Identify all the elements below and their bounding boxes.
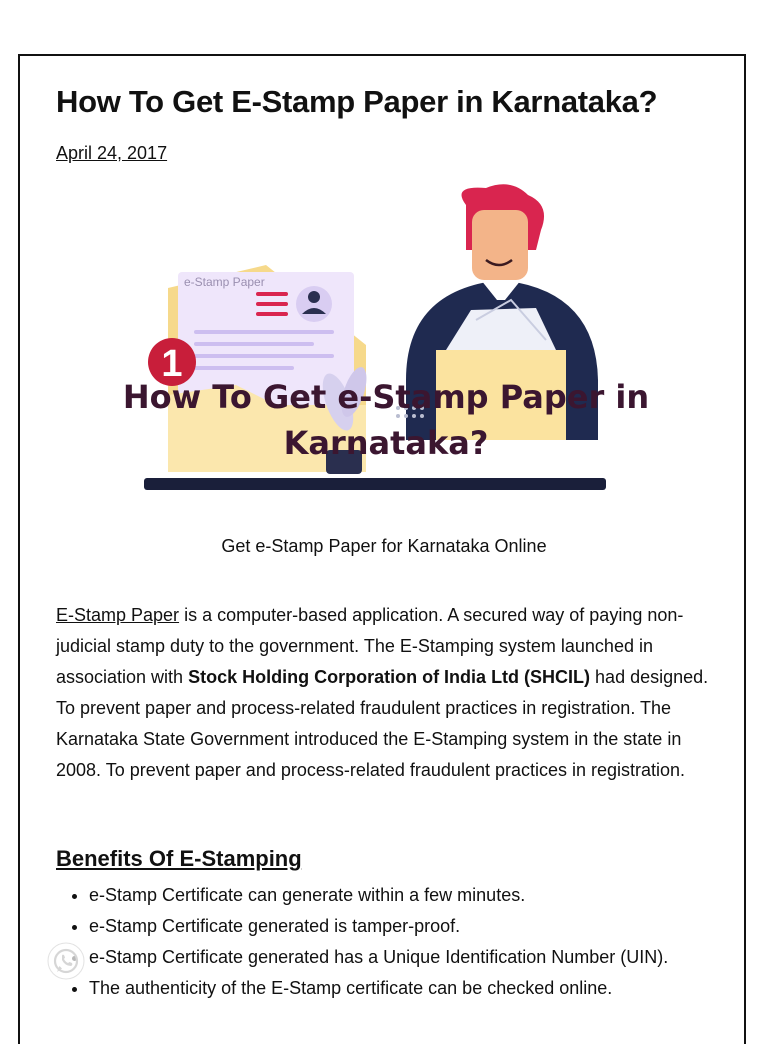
intro-text-2: had designed. To prevent paper and process-related fraudulent practices in registration. The Karnataka State Government introduced the E-Stamping system in the state in 2008. To prevent paper and process-related fraudulent practices in registration. [56, 667, 709, 780]
list-item: • e-Stamp Certificate can generate within a few minutes. [89, 880, 768, 911]
intro-bold-shcil: Stock Holding Corporation of India Ltd (SHCIL) [188, 667, 591, 687]
hero-overlay-line1: How To Get e-Stamp Paper in [122, 378, 650, 416]
article-title: How To Get E-Stamp Paper in Karnataka? [56, 84, 658, 119]
intro-text-1: is a computer-based application. A secured way of paying non-judicial stamp duty to the government. The E-Stamping system launched in association with [56, 605, 684, 687]
intro-paragraph [56, 600, 716, 786]
estamp-card-label: e-Stamp Paper [184, 275, 265, 289]
image-caption: Get e-Stamp Paper for Karnataka Online [221, 536, 547, 556]
hero-illustration [116, 180, 656, 510]
benefits-list [56, 880, 768, 1004]
desk-bar [144, 478, 606, 490]
benefits-heading: Benefits Of E-Stamping [56, 846, 302, 871]
person-face [472, 210, 528, 280]
list-item: • The authenticity of the E-Stamp certificate can be checked online. [89, 973, 768, 1004]
step-badge-number: 1 [161, 343, 183, 385]
estamp-paper-link[interactable]: E-Stamp Paper [56, 605, 180, 625]
list-item: • e-Stamp Certificate generated has a Unique Identification Number (UIN). [89, 942, 768, 973]
hero-overlay-line2: Karnataka? [283, 424, 489, 462]
article-date-link[interactable]: April 24, 2017 [56, 143, 168, 163]
list-item: • e-Stamp Certificate generated is tamper-proof. [89, 911, 768, 942]
whatsapp-icon[interactable] [47, 942, 85, 980]
